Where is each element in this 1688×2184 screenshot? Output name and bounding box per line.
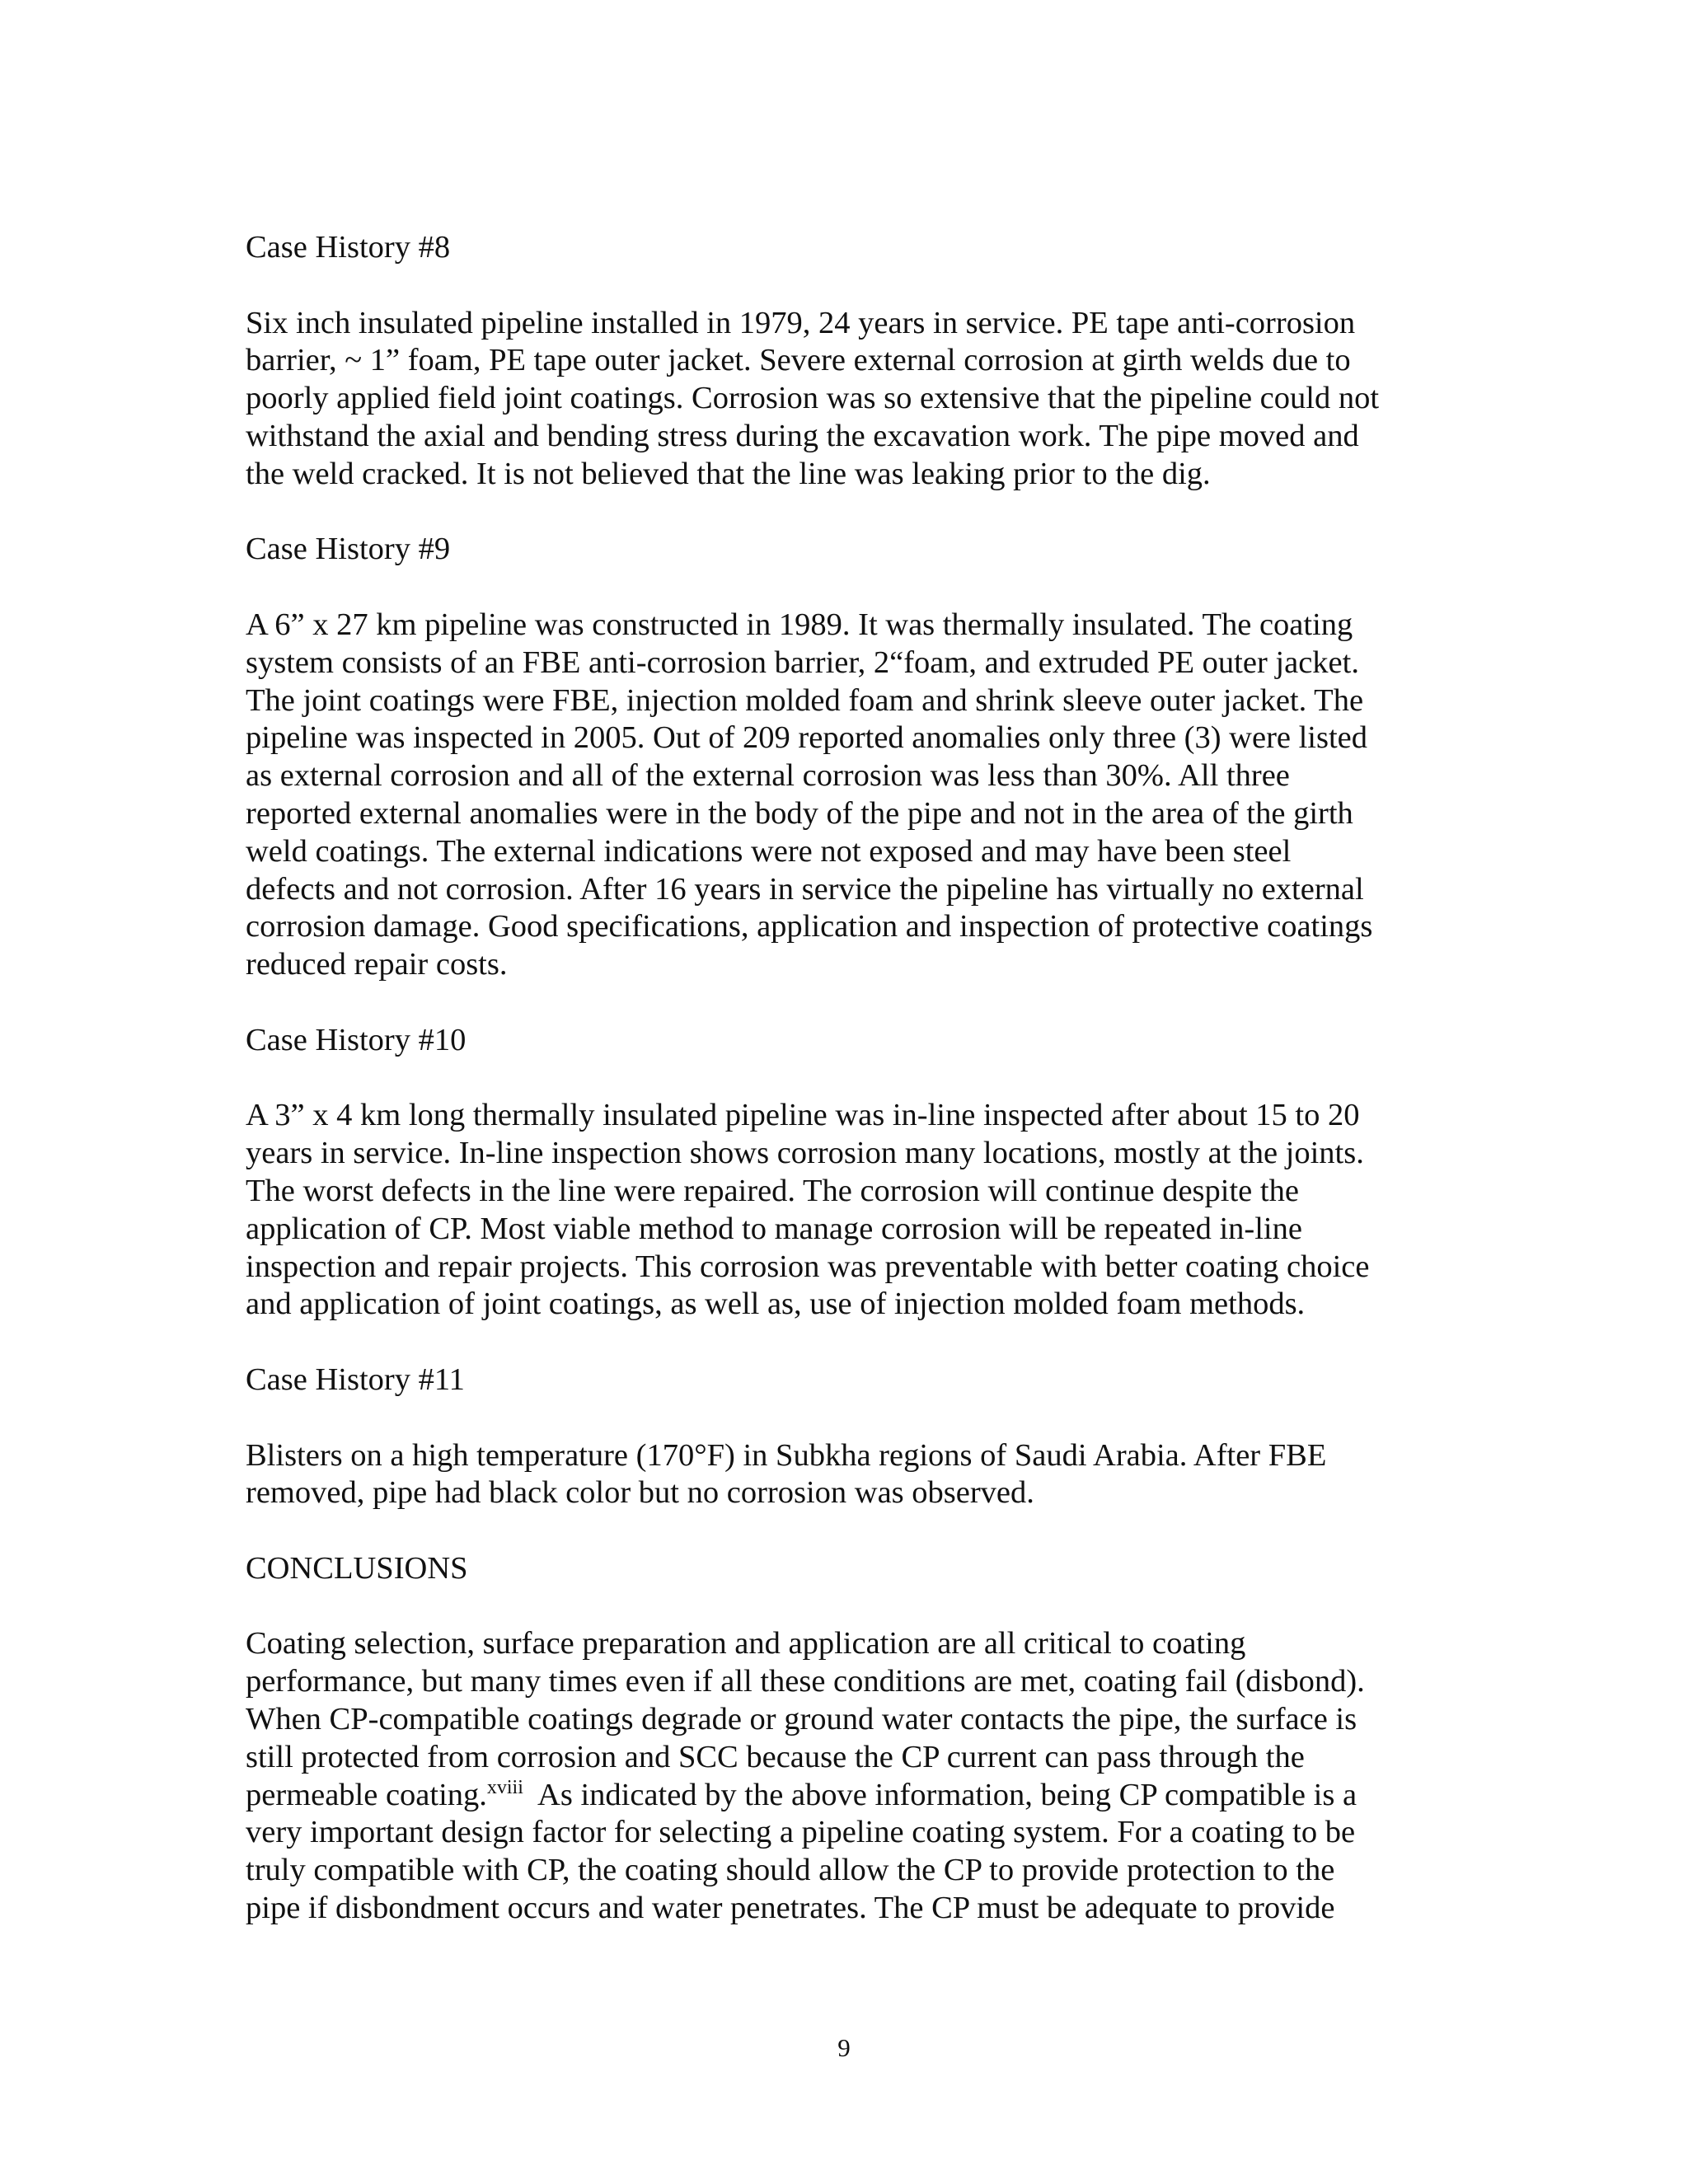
text-line: withstand the axial and bending stress during the excavation work. The pipe moved and — [246, 418, 1359, 453]
page-number: 9 — [837, 2033, 851, 2062]
text-line: Coating selection, surface preparation and application are all critical to coating — [246, 1626, 1246, 1661]
text-segment: As indicated by the above information, being CP compatible is a — [523, 1777, 1357, 1812]
text-line: Blisters on a high temperature (170°F) in Subkha regions of Saudi Arabia. After FBE — [246, 1437, 1327, 1473]
text-line: A 6” x 27 km pipeline was constructed in 1989. It was thermally insulated. The coating — [246, 607, 1353, 642]
text-line: When CP-compatible coatings degrade or ground water contacts the pipe, the surface is — [246, 1702, 1357, 1737]
section-heading-conclusions: CONCLUSIONS — [246, 1550, 468, 1586]
footnote-reference[interactable]: xviii — [486, 1776, 523, 1798]
section-heading-case-9: Case History #9 — [246, 532, 451, 567]
text-line: pipe if disbondment occurs and water penetrates. The CP must be adequate to provide — [246, 1891, 1335, 1926]
paragraph-case-11 — [246, 1437, 1465, 1513]
text-line: reduced repair costs. — [246, 947, 508, 982]
text-line: Six inch insulated pipeline installed in 1979, 24 years in service. PE tape anti-corrosion — [246, 305, 1356, 340]
text-segment: permeable coating. — [246, 1777, 487, 1812]
text-line: system consists of an FBE anti-corrosion barrier, 2“foam, and extruded PE outer jacket. — [246, 644, 1359, 680]
paragraph-conclusions — [246, 1625, 1465, 1927]
text-line: truly compatible with CP, the coating should allow the CP to provide protection to the — [246, 1853, 1335, 1888]
text-line: weld coatings. The external indications were not exposed and may have been steel — [246, 833, 1292, 869]
text-line: the weld cracked. It is not believed that the line was leaking prior to the dig. — [246, 456, 1211, 491]
text-line: as external corrosion and all of the external corrosion was less than 30%. All three — [246, 758, 1290, 794]
text-line: The worst defects in the line were repaired. The corrosion will continue despite the — [246, 1173, 1299, 1208]
text-line: very important design factor for selecting a pipeline coating system. For a coating to be — [246, 1815, 1356, 1850]
text-line: still protected from corrosion and SCC because the CP current can pass through the — [246, 1739, 1305, 1774]
text-line: poorly applied field joint coatings. Corrosion was so extensive that the pipeline could not — [246, 381, 1380, 416]
text-line: barrier, ~ 1” foam, PE tape outer jacket. Severe external corrosion at girth welds due to — [246, 343, 1351, 378]
text-line: application of CP. Most viable method to manage corrosion will be repeated in-line — [246, 1211, 1302, 1246]
text-line: years in service. In-line inspection shows corrosion many locations, mostly at the joints. — [246, 1136, 1364, 1171]
paragraph-case-8 — [246, 305, 1465, 494]
text-line-with-footnote — [246, 1777, 1465, 1815]
section-heading-case-8: Case History #8 — [246, 230, 451, 265]
paragraph-case-9 — [246, 607, 1465, 984]
body-text — [246, 229, 1465, 1928]
text-line: defects and not corrosion. After 16 years in service the pipeline has virtually no external — [246, 871, 1364, 907]
text-line: performance, but many times even if all these conditions are met, coating fail (disbond). — [246, 1664, 1365, 1699]
text-line: The joint coatings were FBE, injection molded foam and shrink sleeve outer jacket. The — [246, 682, 1364, 718]
section-heading-case-11: Case History #11 — [246, 1361, 465, 1397]
text-line: inspection and repair projects. This corrosion was preventable with better coating choice — [246, 1249, 1370, 1284]
section-heading-case-10: Case History #10 — [246, 1022, 467, 1057]
text-line: removed, pipe had black color but no corrosion was observed. — [246, 1475, 1034, 1511]
text-line: pipeline was inspected in 2005. Out of 209 reported anomalies only three (3) were listed — [246, 720, 1368, 756]
text-line: corrosion damage. Good specifications, application and inspection of protective coatings — [246, 909, 1373, 944]
paragraph-case-10 — [246, 1097, 1465, 1324]
text-line: reported external anomalies were in the body of the pipe and not in the area of the girth — [246, 795, 1353, 831]
text-line: A 3” x 4 km long thermally insulated pipeline was in-line inspected after about 15 to 20 — [246, 1098, 1360, 1133]
text-line: and application of joint coatings, as well as, use of injection molded foam methods. — [246, 1286, 1306, 1322]
